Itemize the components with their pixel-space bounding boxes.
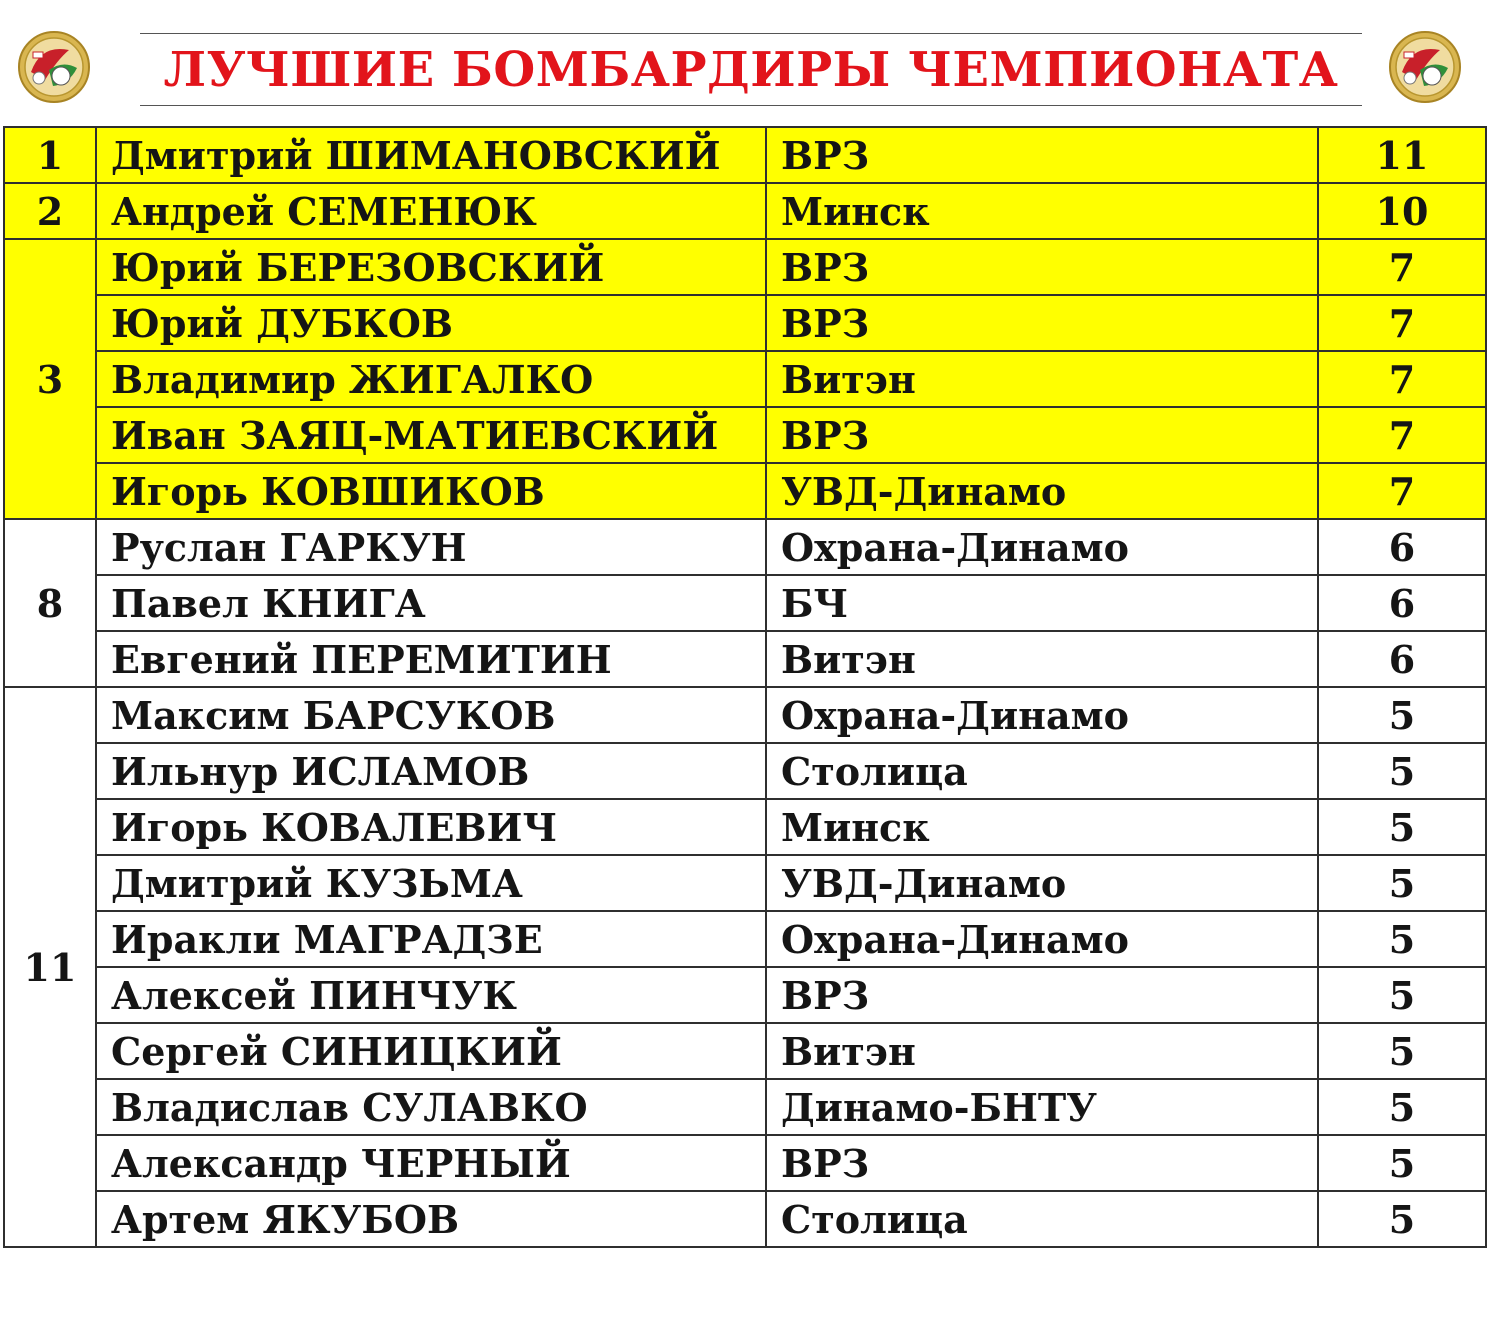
goals-cell: 5 (1318, 967, 1486, 1023)
club-cell: Витэн (766, 351, 1318, 407)
goals-cell: 7 (1318, 351, 1486, 407)
club-cell: Динамо-БНТУ (766, 1079, 1318, 1135)
table-row (4, 967, 1486, 1023)
player-name-cell: Максим БАРСУКОВ (96, 687, 766, 743)
table-row (4, 351, 1486, 407)
player-name-cell: Владимир ЖИГАЛКО (96, 351, 766, 407)
club-cell: Охрана-Динамо (766, 519, 1318, 575)
goals-cell: 10 (1318, 183, 1486, 239)
goals-cell: 5 (1318, 1023, 1486, 1079)
player-name-cell: Игорь КОВАЛЕВИЧ (96, 799, 766, 855)
player-name-cell: Сергей СИНИЦКИЙ (96, 1023, 766, 1079)
table-row (4, 687, 1486, 743)
goals-cell: 7 (1318, 295, 1486, 351)
table-row (4, 1023, 1486, 1079)
club-cell: УВД-Динамо (766, 463, 1318, 519)
goals-cell: 5 (1318, 743, 1486, 799)
league-emblem-icon (17, 30, 91, 104)
goals-cell: 7 (1318, 239, 1486, 295)
title-rule-top (140, 33, 1362, 34)
scorers-table-body (4, 127, 1486, 1247)
place-cell: 8 (4, 519, 96, 687)
table-row (4, 911, 1486, 967)
club-cell: УВД-Динамо (766, 855, 1318, 911)
table-row (4, 407, 1486, 463)
league-emblem-icon (1388, 30, 1462, 104)
table-row (4, 1191, 1486, 1247)
player-name-cell: Иван ЗАЯЦ-МАТИЕВСКИЙ (96, 407, 766, 463)
goals-cell: 7 (1318, 463, 1486, 519)
club-cell: ВРЗ (766, 295, 1318, 351)
club-cell: Столица (766, 743, 1318, 799)
player-name-cell: Александр ЧЕРНЫЙ (96, 1135, 766, 1191)
player-name-cell: Юрий БЕРЕЗОВСКИЙ (96, 239, 766, 295)
club-cell: Минск (766, 799, 1318, 855)
player-name-cell: Павел КНИГА (96, 575, 766, 631)
club-cell: ВРЗ (766, 239, 1318, 295)
player-name-cell: Алексей ПИНЧУК (96, 967, 766, 1023)
player-name-cell: Ильнур ИСЛАМОВ (96, 743, 766, 799)
table-row (4, 575, 1486, 631)
player-name-cell: Игорь КОВШИКОВ (96, 463, 766, 519)
player-name-cell: Руслан ГАРКУН (96, 519, 766, 575)
player-name-cell: Дмитрий ШИМАНОВСКИЙ (96, 127, 766, 183)
goals-cell: 5 (1318, 855, 1486, 911)
goals-cell: 5 (1318, 911, 1486, 967)
goals-cell: 6 (1318, 575, 1486, 631)
title-rule-bottom (140, 105, 1362, 106)
table-row (4, 855, 1486, 911)
player-name-cell: Дмитрий КУЗЬМА (96, 855, 766, 911)
table-row (4, 631, 1486, 687)
player-name-cell: Юрий ДУБКОВ (96, 295, 766, 351)
club-cell: БЧ (766, 575, 1318, 631)
club-cell: Охрана-Динамо (766, 687, 1318, 743)
place-cell: 3 (4, 239, 96, 519)
table-row (4, 1079, 1486, 1135)
goals-cell: 5 (1318, 687, 1486, 743)
table-row (4, 239, 1486, 295)
place-cell: 11 (4, 687, 96, 1247)
club-cell: ВРЗ (766, 1135, 1318, 1191)
table-row (4, 519, 1486, 575)
place-cell: 2 (4, 183, 96, 239)
player-name-cell: Владислав СУЛАВКО (96, 1079, 766, 1135)
player-name-cell: Андрей СЕМЕНЮК (96, 183, 766, 239)
player-name-cell: Иракли МАГРАДЗЕ (96, 911, 766, 967)
club-cell: ВРЗ (766, 967, 1318, 1023)
goals-cell: 6 (1318, 519, 1486, 575)
scorers-table (3, 126, 1487, 1248)
club-cell: Столица (766, 1191, 1318, 1247)
club-cell: Витэн (766, 631, 1318, 687)
player-name-cell: Евгений ПЕРЕМИТИН (96, 631, 766, 687)
club-cell: Охрана-Динамо (766, 911, 1318, 967)
header (0, 0, 1500, 122)
goals-cell: 5 (1318, 799, 1486, 855)
club-cell: Витэн (766, 1023, 1318, 1079)
goals-cell: 5 (1318, 1191, 1486, 1247)
goals-cell: 7 (1318, 407, 1486, 463)
goals-cell: 5 (1318, 1135, 1486, 1191)
table-row (4, 183, 1486, 239)
goals-cell: 6 (1318, 631, 1486, 687)
player-name-cell: Артем ЯКУБОВ (96, 1191, 766, 1247)
club-cell: ВРЗ (766, 127, 1318, 183)
club-cell: Минск (766, 183, 1318, 239)
goals-cell: 5 (1318, 1079, 1486, 1135)
table-row (4, 127, 1486, 183)
table-row (4, 799, 1486, 855)
table-row (4, 295, 1486, 351)
table-row (4, 1135, 1486, 1191)
goals-cell: 11 (1318, 127, 1486, 183)
place-cell: 1 (4, 127, 96, 183)
page-title: ЛУЧШИЕ БОМБАРДИРЫ ЧЕМПИОНАТА (163, 42, 1339, 98)
table-row (4, 743, 1486, 799)
table-row (4, 463, 1486, 519)
club-cell: ВРЗ (766, 407, 1318, 463)
